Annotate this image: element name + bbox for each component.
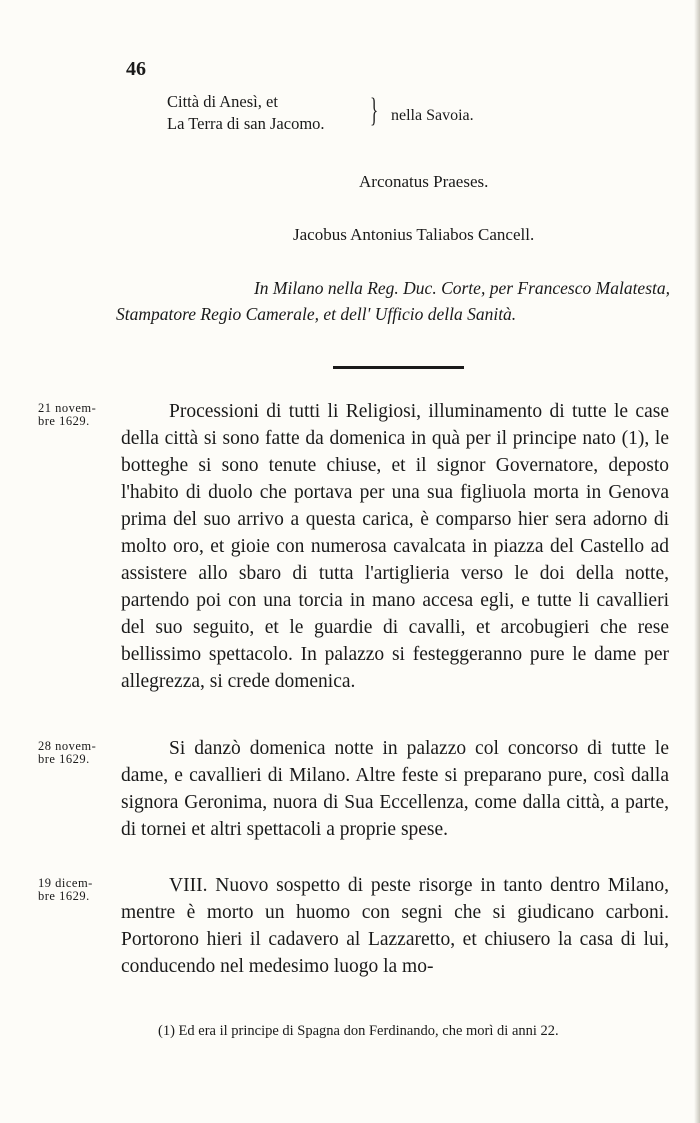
margin-note-3-line-1: 19 dicem- xyxy=(38,876,93,890)
margin-note-1 xyxy=(38,402,96,428)
margin-note-2-line-1: 28 novem- xyxy=(38,739,97,753)
brace-symbol: } xyxy=(370,92,379,129)
place-line-2: La Terra di san Jacomo. xyxy=(167,114,325,133)
page-number: 46 xyxy=(126,58,146,80)
place-list xyxy=(167,91,325,135)
imprint-line-1: In Milano nella Reg. Duc. Corte, per Francesco Malatesta, xyxy=(253,278,670,298)
margin-note-2 xyxy=(38,740,96,766)
imprint-line-2: Stampatore Regio Camerale, et dell' Ufficio della Sanità. xyxy=(116,304,517,324)
paragraph-1: Processioni di tutti li Religiosi, illuminamento di tutte le case della città si sono fatte da domenica in quà per il principe nato (1), le botteghe si sono tenute chiuse, et il signor Governatore, deposto l'habito di duolo che portava per una sua figliuola morta in Genova prima del suo arrivo a questa carica, è comparso hier sera adorno di molto oro, et gioie con numerosa cavalcata in piazza del Castello ad assistere allo sbaro di tutta l'artiglieria verso le doi della notte, partendo poi con una torcia in mano accesa egli, e tutte li cavallieri del suo seguito, et le guardie di cavalli, et arcobugieri che rese bellissimo spettacolo. In palazzo si festeggeranno pure le dame per allegrezza, si crede domenica. xyxy=(121,401,669,692)
signature-praeses: Arconatus Praeses. xyxy=(359,172,489,191)
signature-cancellarius: Jacobus Antonius Taliabos Cancell. xyxy=(293,225,535,244)
margin-note-2-line-2: bre 1629. xyxy=(38,752,90,766)
place-region: nella Savoia. xyxy=(391,107,474,124)
margin-note-3-line-2: bre 1629. xyxy=(38,889,90,903)
margin-note-1-line-2: bre 1629. xyxy=(38,414,90,428)
margin-note-3 xyxy=(38,877,93,903)
paragraph-2-block xyxy=(121,735,669,843)
page-edge-shadow xyxy=(694,0,700,1123)
paragraph-2: Si danzò domenica notte in palazzo col concorso di tutte le dame, e cavallieri di Milano. Altre feste si preparano pure, così dalla signora Geronima, nuora di Sua Eccellenza, come dalla città, a parte, di tornei et altri spettacoli a proprie spese. xyxy=(121,738,669,840)
footnote: (1) Ed era il principe di Spagna don Ferdinando, che morì di anni 22. xyxy=(158,1023,559,1039)
section-divider xyxy=(333,366,464,369)
imprint xyxy=(116,275,670,327)
place-line-1: Città di Anesì, et xyxy=(167,92,278,111)
paragraph-3: VIII. Nuovo sospetto di peste risorge in tanto dentro Milano, mentre è morto un huomo con segni che si giudicano carboni. Portorono hieri il cadavero al Lazzaretto, et chiusero la casa di lui, conducendo nel medesimo luogo la mo- xyxy=(121,875,669,977)
paragraph-1-block xyxy=(121,398,669,695)
paragraph-3-block xyxy=(121,872,669,980)
margin-note-1-line-1: 21 novem- xyxy=(38,401,97,415)
